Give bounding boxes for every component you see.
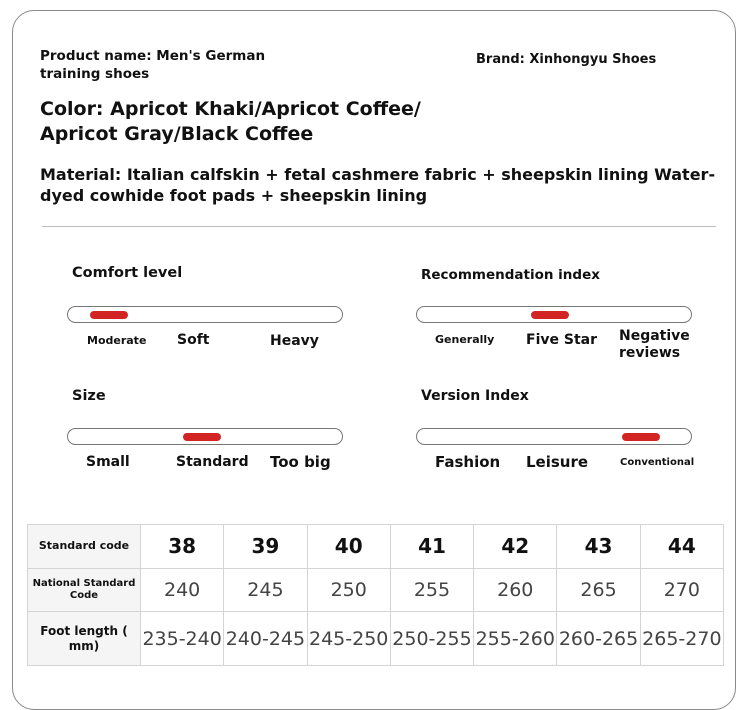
table-cell: 245-250 bbox=[307, 612, 390, 666]
comfort-level-slider bbox=[67, 306, 343, 323]
table-cell: 235-240 bbox=[141, 612, 224, 666]
table-cell: 40 bbox=[307, 525, 390, 569]
size-slider bbox=[67, 428, 343, 445]
table-cell: 270 bbox=[640, 568, 723, 612]
table-cell: 44 bbox=[640, 525, 723, 569]
comfort-label-heavy: Heavy bbox=[270, 333, 319, 349]
comfort-label-moderate: Moderate bbox=[87, 334, 147, 347]
table-cell: 250 bbox=[307, 568, 390, 612]
table-cell: 260 bbox=[474, 568, 557, 612]
table-cell: 255 bbox=[390, 568, 473, 612]
table-cell: 43 bbox=[557, 525, 640, 569]
row-header: National Standard Code bbox=[28, 568, 141, 612]
table-cell: 240-245 bbox=[224, 612, 307, 666]
recommendation-label-five-star: Five Star bbox=[526, 332, 597, 348]
size-label-standard: Standard bbox=[176, 454, 249, 470]
table-cell: 245 bbox=[224, 568, 307, 612]
version-index-thumb bbox=[622, 433, 660, 441]
table-row-national-standard-code bbox=[28, 568, 724, 612]
comfort-level-title: Comfort level bbox=[72, 265, 183, 281]
table-cell: 38 bbox=[141, 525, 224, 569]
size-label-too-big: Too big bbox=[270, 453, 331, 471]
version-label-fashion: Fashion bbox=[435, 453, 501, 471]
material-description: Material: Italian calfskin + fetal cashmere fabric + sheepskin lining Water-dyed cowhide foot pads + sheepskin lining bbox=[40, 165, 716, 205]
comfort-label-soft: Soft bbox=[177, 332, 210, 348]
table-cell: 255-260 bbox=[474, 612, 557, 666]
version-index-title: Version Index bbox=[421, 388, 529, 404]
table-cell: 265-270 bbox=[640, 612, 723, 666]
brand: Brand: Xinhongyu Shoes bbox=[476, 52, 657, 67]
size-thumb bbox=[183, 433, 221, 441]
table-cell: 42 bbox=[474, 525, 557, 569]
recommendation-index-thumb bbox=[531, 311, 569, 319]
size-chart-table bbox=[27, 524, 724, 666]
table-cell: 39 bbox=[224, 525, 307, 569]
version-label-leisure: Leisure bbox=[526, 453, 589, 471]
table-cell: 250-255 bbox=[390, 612, 473, 666]
table-cell: 260-265 bbox=[557, 612, 640, 666]
table-row-standard-code bbox=[28, 525, 724, 569]
comfort-level-thumb bbox=[90, 311, 128, 319]
table-cell: 41 bbox=[390, 525, 473, 569]
size-title: Size bbox=[72, 388, 106, 404]
recommendation-label-negative-reviews: Negative reviews bbox=[619, 328, 690, 361]
version-label-conventional: Conventional bbox=[620, 457, 695, 468]
row-header: Foot length ( mm) bbox=[28, 612, 141, 666]
table-row-foot-length bbox=[28, 612, 724, 666]
row-header: Standard code bbox=[28, 525, 141, 569]
size-label-small: Small bbox=[86, 454, 130, 470]
divider bbox=[42, 226, 716, 227]
table-cell: 265 bbox=[557, 568, 640, 612]
recommendation-label-generally: Generally bbox=[435, 333, 495, 346]
recommendation-index-title: Recommendation index bbox=[421, 267, 600, 283]
color-options: Color: Apricot Khaki/Apricot Coffee/ Apricot Gray/Black Coffee bbox=[40, 98, 421, 145]
recommendation-index-slider bbox=[416, 306, 692, 323]
product-name: Product name: Men's German training shoes bbox=[40, 48, 266, 82]
table-cell: 240 bbox=[141, 568, 224, 612]
version-index-slider bbox=[416, 428, 692, 445]
